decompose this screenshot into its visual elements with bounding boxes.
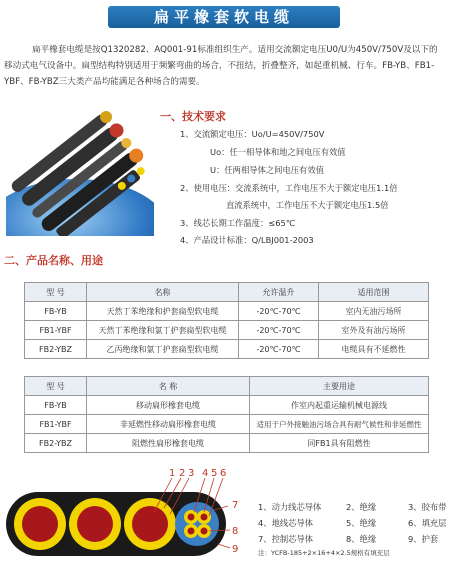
table-header: 适用范围 — [319, 283, 429, 302]
tech-requirements-title: 一、技术要求 — [160, 110, 226, 123]
table-cell: 非延燃性移动扁形橡套电缆 — [87, 415, 250, 434]
table-cell: FB-YB — [25, 396, 87, 415]
conductor-shape — [22, 506, 58, 542]
diagram-label: 2 — [179, 468, 186, 479]
diagram-label: 7 — [232, 500, 239, 511]
req-line: U：任两相导体之间电压有效值 — [210, 165, 324, 175]
table-cell: 同FB1具有阻燃性 — [250, 434, 429, 453]
legend-item: 9、护套 — [408, 534, 439, 544]
table-cell: 室内无油污场所 — [319, 302, 429, 321]
intro-paragraph: 扁平橡套电缆是按Q1320282、AQ001-91标准组织生产。适用交流额定电压U0/U为450V/750V及以下的移动式电气设备中。扁型结构特别适用于频繁弯曲的场合，不扭结，折叠整齐，如起重机械、行车。FB-YB、FB1-YBF、FB-YBZ三大类产品均能满足各种场合的需要。 — [4, 45, 438, 87]
table-row — [25, 321, 429, 340]
conductor-shape — [77, 506, 113, 542]
req-line: 4、产品设计标准：Q/LBJ001-2003 — [180, 235, 314, 245]
legend-item: 8、绝缘 — [346, 534, 377, 544]
table-cell: 天然丁苯绝缘和护套扁型软电缆 — [87, 302, 239, 321]
product-table-2 — [24, 376, 429, 453]
table-header: 型 号 — [25, 377, 87, 396]
cable-cross-section-diagram — [4, 468, 246, 564]
table-cell: FB-YB — [25, 302, 87, 321]
conductor-shape — [132, 506, 168, 542]
table-cell: 天然丁苯绝缘和氯丁护套扁型软电缆 — [87, 321, 239, 340]
table-cell: FB2-YBZ — [25, 434, 87, 453]
product-section-title: 二、产品名称、用途 — [4, 254, 103, 267]
table-row — [25, 340, 429, 359]
diagram-label: 5 — [211, 468, 218, 479]
table-row — [25, 415, 429, 434]
diagram-label: 6 — [220, 468, 227, 479]
diagram-label: 9 — [232, 544, 239, 555]
table-cell: FB2-YBZ — [25, 340, 87, 359]
req-line: 直流系统中，工作电压不大于额定电压1.5倍 — [226, 200, 389, 210]
table-cell: 室外及有油污场所 — [319, 321, 429, 340]
table-cell: 乙丙绝缘和氯丁护套扁型软电缆 — [87, 340, 239, 359]
req-line: 2、使用电压：交流系统中，工作电压不大于额定电压1.1倍 — [180, 183, 398, 193]
diagram-label: 4 — [202, 468, 209, 479]
spec-note: 注：YCFB-185+2×16+4×2.5规格有填充层 — [258, 549, 390, 557]
table-header: 型 号 — [25, 283, 87, 302]
table-header: 名 称 — [87, 377, 250, 396]
legend-item: 4、地线芯导体 — [258, 518, 314, 528]
table-cell: FB1-YBF — [25, 321, 87, 340]
legend-item: 2、绝缘 — [346, 502, 377, 512]
intro-text — [4, 42, 444, 90]
legend-item: 7、控制芯导体 — [258, 534, 314, 544]
diagram-label: 3 — [188, 468, 195, 479]
diagram-label: 1 — [169, 468, 176, 479]
req-line: 1、交流额定电压：Uo/U=450V/750V — [180, 129, 325, 139]
cable-photo — [6, 106, 154, 236]
legend-row — [258, 501, 448, 513]
table-header: 主要用途 — [250, 377, 429, 396]
table-cell: 移动扁形橡套电缆 — [87, 396, 250, 415]
page-title-banner: 扁平橡套软电缆 — [108, 6, 340, 28]
table-row — [25, 396, 429, 415]
table-cell: -20℃-70℃ — [239, 340, 319, 359]
table-cell: -20℃-70℃ — [239, 302, 319, 321]
legend-row — [258, 533, 448, 545]
table-cell: FB1-YBF — [25, 415, 87, 434]
filler-shape — [175, 502, 219, 546]
table-row — [25, 434, 429, 453]
diagram-label: 8 — [232, 526, 239, 537]
legend-item: 3、胶布带 — [408, 502, 447, 512]
table-header: 允许温升 — [239, 283, 319, 302]
legend-row — [258, 517, 448, 529]
legend-item: 5、绝缘 — [346, 518, 377, 528]
table-cell: 电缆具有不延燃性 — [319, 340, 429, 359]
table-cell: 阻燃性扁形橡套电缆 — [87, 434, 250, 453]
table-header: 名称 — [87, 283, 239, 302]
table-cell: -20℃-70℃ — [239, 321, 319, 340]
table-cell: 作室内起重运输机械电源线 — [250, 396, 429, 415]
table-cell: 适用于户外接触油污场合具有耐气候性和非延燃性 — [250, 415, 429, 434]
table-row — [25, 302, 429, 321]
product-table-1 — [24, 282, 429, 359]
legend-item: 6、填充层 — [408, 518, 447, 528]
req-line: Uo：任一相导体和地之间电压有效值 — [210, 147, 346, 157]
legend-item: 1、动力线芯导体 — [258, 502, 322, 512]
req-line: 3、线芯长期工作温度：≤65℃ — [180, 218, 296, 228]
